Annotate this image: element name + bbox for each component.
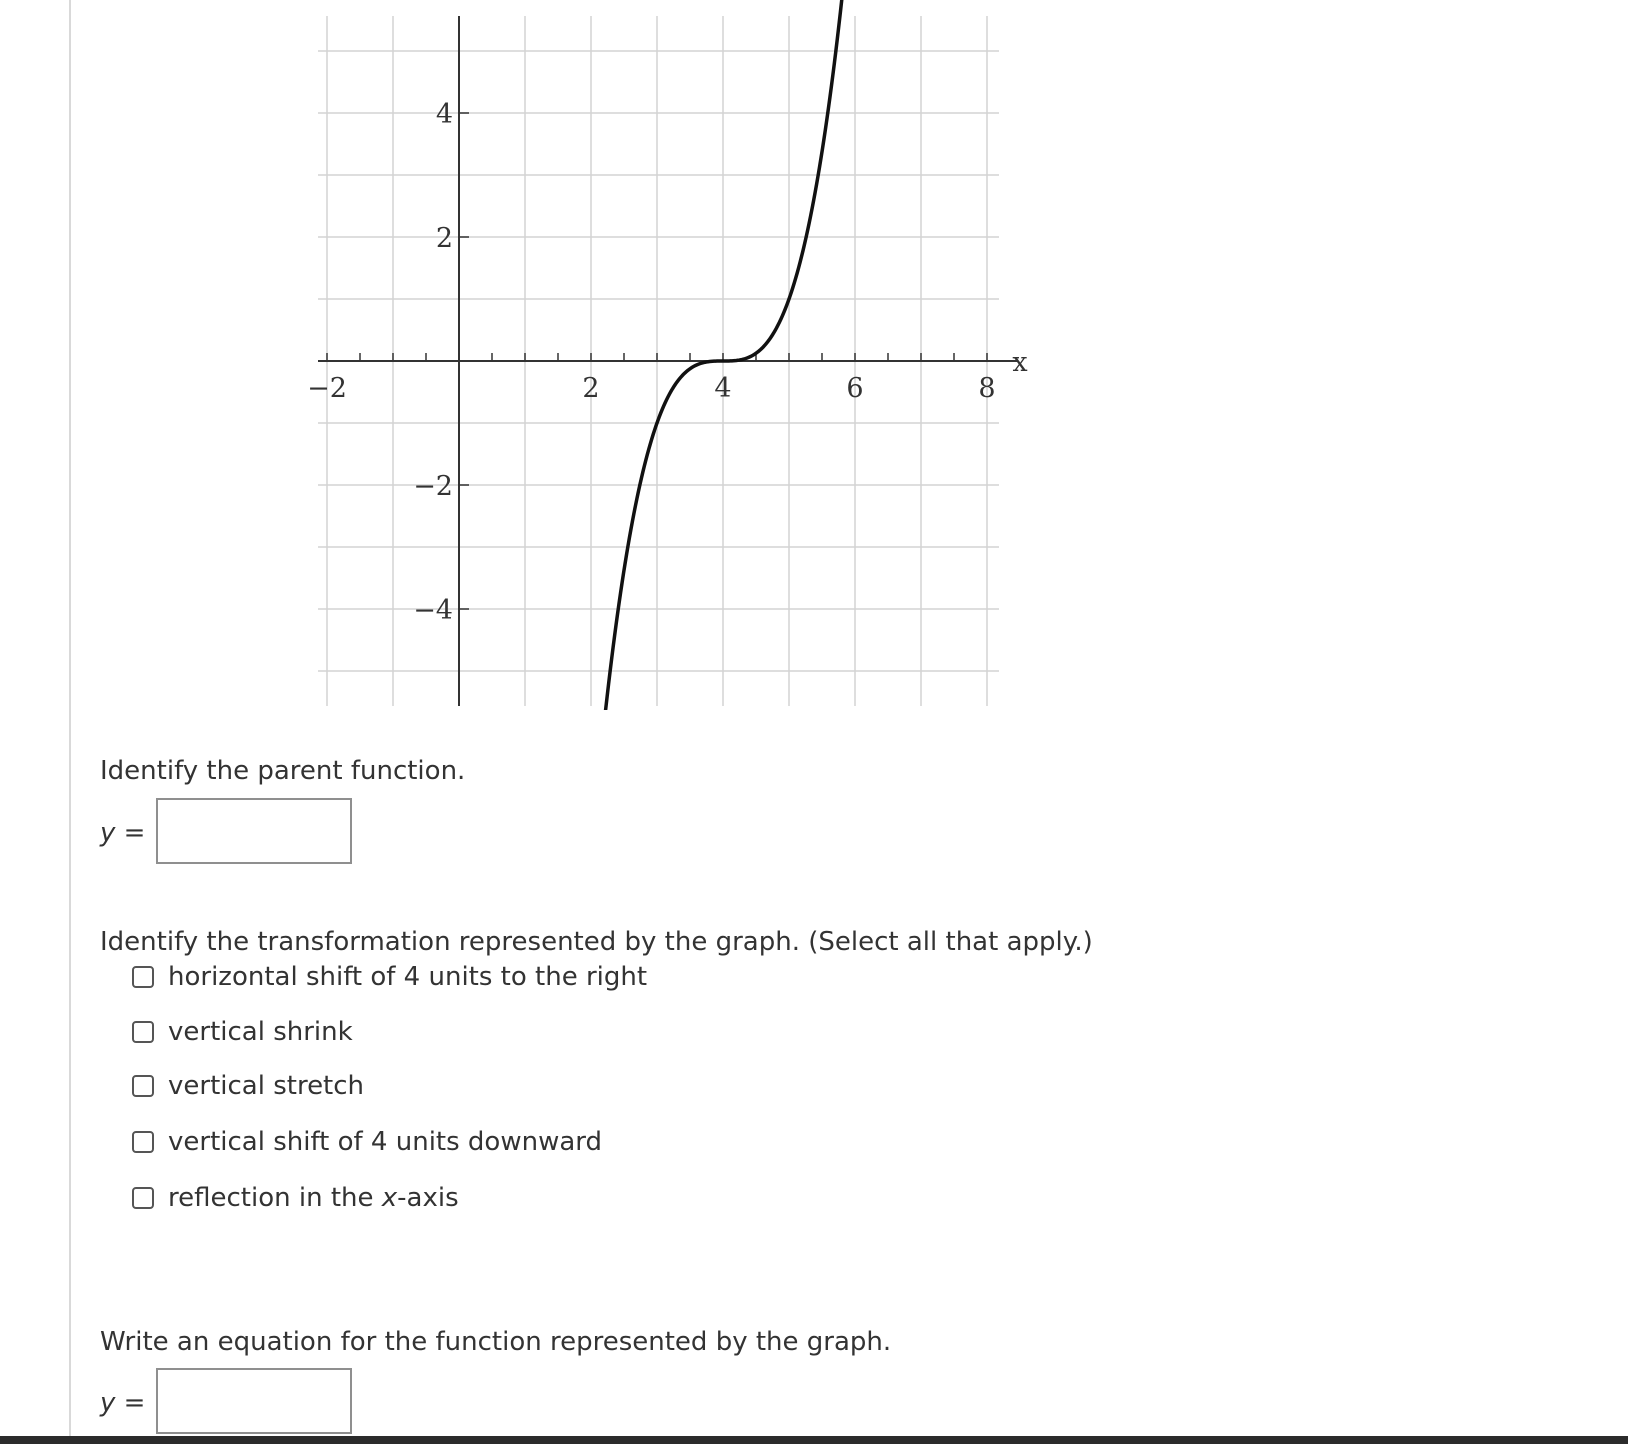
option-vertical-stretch[interactable]	[132, 1071, 364, 1101]
y-tick-label: −2	[413, 471, 453, 502]
x-tick-label: 2	[582, 373, 600, 404]
option-horizontal-shift[interactable]	[132, 962, 647, 992]
equation-input[interactable]	[156, 1368, 352, 1434]
parent-function-input[interactable]	[156, 798, 352, 864]
y-variable: y	[100, 1388, 116, 1418]
equation-prompt: Write an equation for the function represented by the graph.	[100, 1327, 892, 1357]
function-graph	[0, 0, 1100, 714]
option-label: vertical shift of 4 units downward	[168, 1127, 603, 1157]
option-checkbox[interactable]	[132, 966, 154, 988]
equals-sign: =	[115, 1388, 146, 1418]
option-reflection[interactable]	[132, 1183, 459, 1213]
x-tick-label: 8	[978, 373, 996, 404]
option-checkbox[interactable]	[132, 1131, 154, 1153]
x-tick-label: −2	[307, 373, 347, 404]
transformation-prompt: Identify the transformation represented by the graph. (Select all that apply.)	[100, 927, 1093, 957]
option-label-start: reflection in the	[168, 1183, 382, 1213]
y-variable: y	[100, 818, 116, 848]
parent-function-prompt: Identify the parent function.	[100, 756, 466, 786]
option-label-end: -axis	[397, 1183, 459, 1213]
bottom-edge-bar	[0, 1436, 1628, 1444]
option-label: vertical stretch	[168, 1071, 365, 1101]
option-checkbox[interactable]	[132, 1187, 154, 1209]
x-tick-label: 4	[714, 373, 732, 404]
option-label-var: x	[381, 1183, 398, 1213]
option-vertical-shift[interactable]	[132, 1127, 602, 1157]
option-vertical-shrink[interactable]	[132, 1017, 353, 1047]
option-label: horizontal shift of 4 units to the right	[168, 962, 648, 992]
option-checkbox[interactable]	[132, 1075, 154, 1097]
x-tick-label: 6	[846, 373, 864, 404]
y-tick-label: 4	[435, 99, 453, 130]
x-axis-label: x	[1012, 347, 1028, 378]
option-label	[168, 1183, 459, 1213]
option-checkbox[interactable]	[132, 1021, 154, 1043]
y-tick-label: −4	[413, 595, 453, 626]
parent-function-y-label	[100, 818, 145, 848]
equation-y-label	[100, 1388, 145, 1418]
option-label: vertical shrink	[168, 1017, 353, 1047]
y-tick-label: 2	[435, 223, 453, 254]
equals-sign: =	[115, 818, 146, 848]
